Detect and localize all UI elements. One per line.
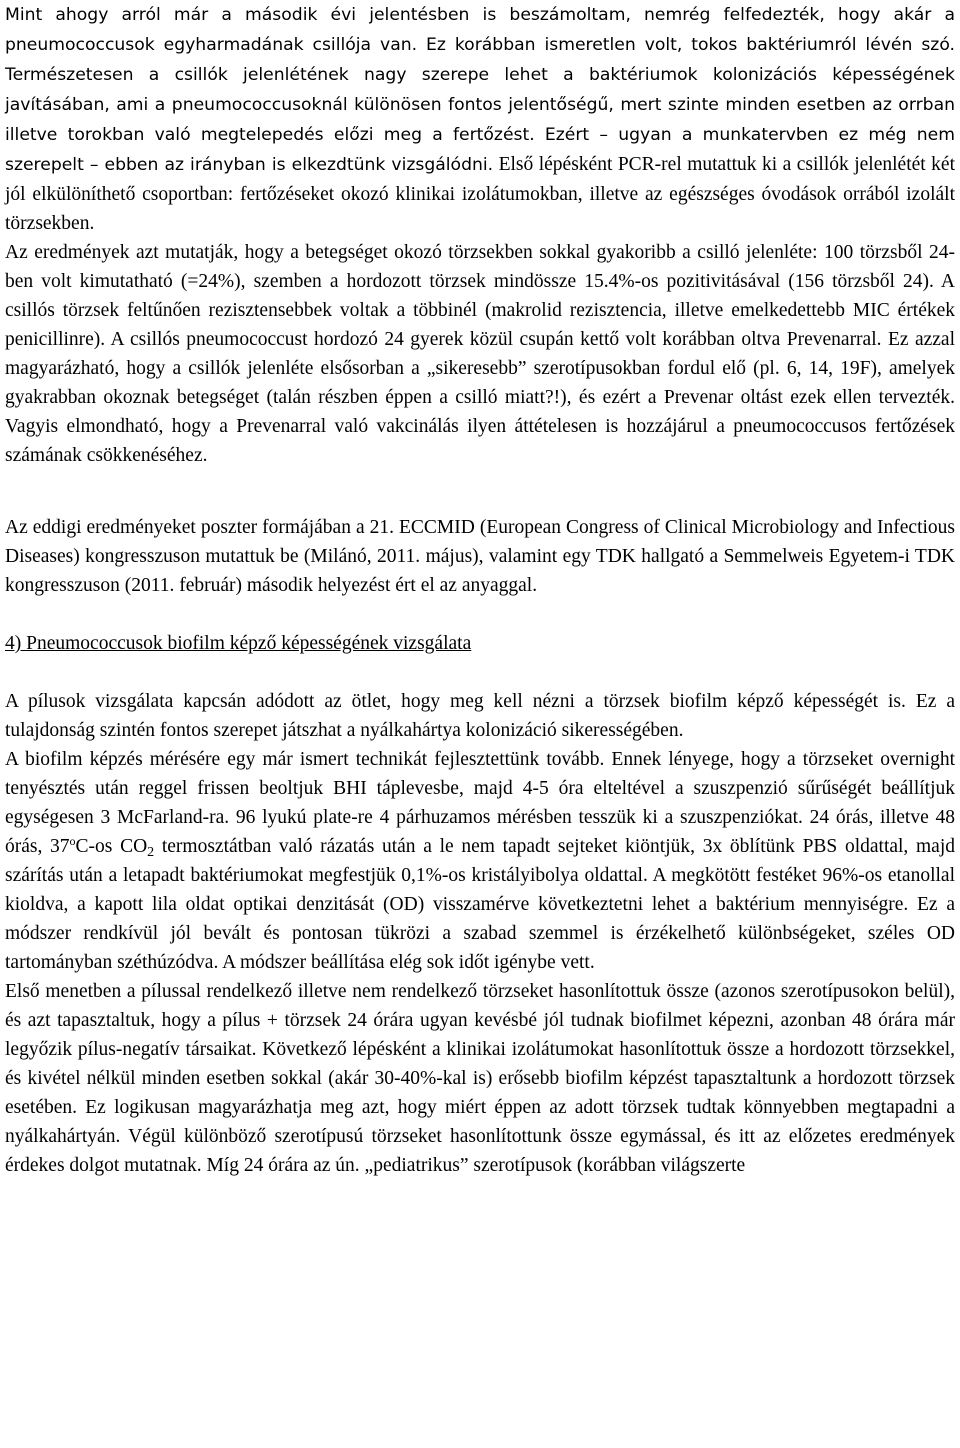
paragraph-pilus-biofilm-idea: A pílusok vizsgálata kapcsán adódott az ötlet, hogy meg kell nézni a törzsek biofilm képző képességét is. Ez a tulajdonság szintén fontos szerepet játszhat a nyálkahártya kolonizáció sikerességében. [5,691,955,741]
method-text-c: termosztátban való rázatás után a le nem tapadt sejteket kiöntjük, 3x öblítünk PBS oldattal, majd szárítás után a letapadt baktériumokat megfestjük 0,1%-os kristályibolya oldattal. A megkötött festéket 96%-os etanollal kioldva, a kapott lila oldat optikai denzitását (OD) visszamérve következtetni lehet a baktérium mennyiségre. Ez a módszer rendkívül jól bevált és pontosan tükrözi a szabad szemmel is érzékelhető különbségeket, széles OD tartományban széthúzódva. A módszer beállítása elég sok időt igénybe vett. [5,836,955,973]
spacer [5,658,955,687]
spacer [5,470,955,513]
paragraph-biofilm-method [5,745,955,977]
paragraph-biofilm-results: Első menetben a pílussal rendelkező illetve nem rendelkező törzseket hasonlítottuk össze (azonos szerotípusokon belül), és azt tapasztaltuk, hogy a pílus + törzsek 24 órára ugyan kevésbé jól tudnak biofilmet képezni, azonban 48 órára már legyőzik pílus-negatív társaikat. Következő lépésként a klinikai izolátumokat hasonlítottuk össze a hordozott törzsekkel, és kivétel nélkül minden esetben sokkal (akár 30-40%-kal is) erősebb biofilm képzést tapasztaltunk a hordozott törzsek esetében. Ez logikusan magyarázhatja meg azt, hogy miért éppen az adott törzsek tudtak könnyebben megtapadni a nyálkahártyán. Végül különböző szerotípusú törzseket hasonlítottunk össze egymással, és itt az előzetes eredmények érdekes dolgot mutatnak. Míg 24 órára az ún. „pediatrikus” szerotípusok (korábban világszerte [5,981,955,1176]
document-page [5,0,955,1180]
paragraph-cilia-intro-serif: Első lépésként PCR-rel mutattuk ki a csillók jelenlétét két jól elkülöníthető csoportban: fertőzéseket okozó klinikai izolátumokban, illetve az egészséges óvodások orrából izolált törzsekben. [5,154,955,234]
paragraph-cilia-intro [5,0,955,238]
section-heading-biofilm: 4) Pneumococcusok biofilm képző képességének vizsgálata [5,633,472,654]
paragraph-cilia-intro-sans: Mint ahogy arról már a második évi jelentésben is beszámoltam, nemrég felfedezték, hogy akár a pneumococcusok egyharmadának csillója van. Ez korábban ismeretlen volt, tokos baktériumról lévén szó. Természetesen a csillók jelenlétének nagy szerepe lehet a baktériumok kolonizációs képességének javításában, ami a pneumococcusoknál különösen fontos jelentőségű, mert szinte minden esetben az orrban illetve torokban való megtelepedés előzi meg a fertőzést. Ezért – ugyan a munkatervben ez még nem szerepelt – ebben az irányban is elkezdtünk vizsgálódni. [5,5,955,175]
method-text-b: C-os CO [75,836,148,857]
co2-subscript: 2 [147,845,155,860]
spacer [5,600,955,629]
paragraph-eccmid-poster: Az eddigi eredményeket poszter formájában a 21. ECCMID (European Congress of Clinical Microbiology and Infectious Diseases) kongresszuson mutattuk be (Milánó, 2011. május), valamint egy TDK hallgató a Semmelweis Egyetem-i TDK kongresszuson (2011. február) második helyezést ért el az anyaggal. [5,517,955,596]
method-text-a: A biofilm képzés mérésére egy már ismert technikát fejlesztettünk tovább. Ennek lényege, hogy a törzseket overnight tenyésztés után reggel frissen beoltjuk BHI táplevesbe, majd 4-5 óra elteltével a szuszpenzió sűrűségét beállítjuk egységesen 3 McFarland-ra. 96 lyukú plate-re 4 párhuzamos mérésben tesszük ki a szuszpenziókat. 24 órás, illetve 48 órás, 37 [5,749,955,857]
paragraph-cilia-results: Az eredmények azt mutatják, hogy a betegséget okozó törzsekben sokkal gyakoribb a csilló jelenléte: 100 törzsből 24-ben volt kimutatható (=24%), szemben a hordozott törzsek mindössze 15.4%-os pozitivitásával (156 törzsből 24). A csillós törzsek feltűnően rezisztensebbek voltak a többinél (makrolid rezisztencia, illetve emelkedettebb MIC értékek penicillinre). A csillós pneumococcust hordozó 24 gyerek közül csupán kettő volt korábban oltva Prevenarral. Ez azzal magyarázható, hogy a csillók jelenléte elsősorban a „sikeresebb” szerotípusokban fordul elő (pl. 6, 14, 19F), amelyek gyakrabban okoznak betegséget (talán részben éppen a csilló miatt?!), és ezért a Prevenar oltást ezek ellen tervezték. Vagyis elmondható, hogy a Prevenarral való vakcinálás ilyen áttételesen is hozzájárul a pneumococcusos fertőzések számának csökkenéséhez. [5,242,955,466]
degree-superscript: o [69,834,76,848]
